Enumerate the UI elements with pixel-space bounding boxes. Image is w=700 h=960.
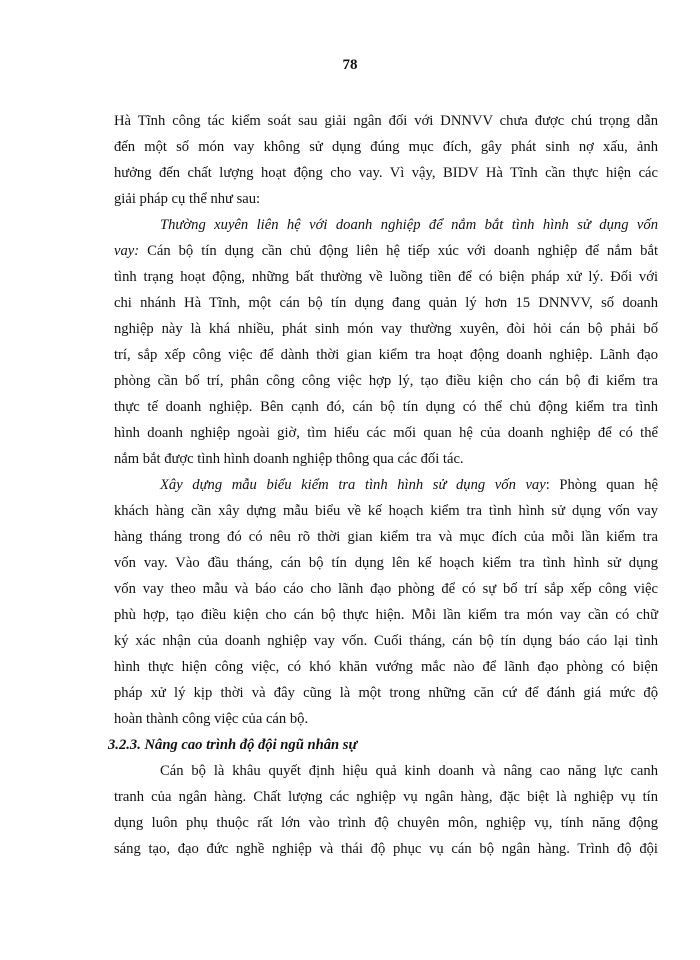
paragraph-1-line: đến một số món vay không sử dụng đúng mục đích, gây phát sinh nợ xấu, ảnh [114, 139, 658, 155]
paragraph-3-line: vốn vay. Vào đầu tháng, cán bộ tín dụng lên kế hoạch kiểm tra tình hình sử dụng [114, 555, 658, 571]
paragraph-3-line: hoàn thành công việc của cán bộ. [114, 711, 309, 727]
paragraph-2-line: hình doanh nghiệp ngoài giờ, tìm hiểu các mối quan hệ của doanh nghiệp để có thể [114, 425, 658, 441]
paragraph-3-line: ký xác nhận của doanh nghiệp vay vốn. Cuối tháng, cán bộ tín dụng báo cáo lại tình [114, 633, 658, 649]
section-heading: 3.2.3. Nâng cao trình độ đội ngũ nhân sự [108, 737, 358, 753]
paragraph-2-line [114, 242, 658, 260]
paragraph-2-italic-lead-end: vay: [114, 243, 140, 259]
paragraph-2-line: chi nhánh Hà Tĩnh, một cán bộ tín dụng đang quản lý hơn 15 DNNVV, số doanh [114, 295, 658, 311]
paragraph-4-line: sáng tạo, đạo đức nghề nghiệp và thái độ phục vụ cán bộ ngân hàng. Trình độ đội [114, 841, 658, 857]
paragraph-2-line: tình trạng hoạt động, những bất thường về luồng tiền để có biện pháp xử lý. Đối với [114, 269, 658, 285]
paragraph-1-line: hưởng đến chất lượng hoạt động cho vay. Vì vậy, BIDV Hà Tĩnh cần thực hiện các [114, 165, 658, 181]
paragraph-2-line: nghiệp này là khá nhiều, phát sinh món vay thường xuyên, đòi hỏi cán bộ phải bố [114, 321, 658, 337]
paragraph-3-line: vốn vay theo mẫu và báo cáo cho lãnh đạo phòng để có sự bố trí sắp xếp công việc [114, 581, 658, 597]
paragraph-3-text: : Phòng quan hệ [545, 477, 659, 493]
paragraph-3-line: phù hợp, tạo điều kiện cho cán bộ thực hiện. Mỗi lần kiểm tra món vay cần có chữ [114, 607, 658, 623]
paragraph-1-line: giải pháp cụ thể như sau: [114, 191, 261, 207]
paragraph-3-line: hàng tháng trong đó có nêu rõ thời gian kiểm tra và mục đích của mỗi lần kiểm tra [114, 529, 658, 545]
paragraph-2-line: phòng cần bố trí, phân công công việc hợp lý, tạo điều kiện cho cán bộ đi kiểm tra [114, 373, 658, 389]
paragraph-2-line: nắm bắt được tình hình doanh nghiệp thông qua các đối tác. [114, 451, 464, 467]
paragraph-2-text: Cán bộ tín dụng cần chủ động liên hệ tiếp xúc với doanh nghiệp để nắm bắt [139, 243, 658, 259]
paragraph-3-line: hình thực hiện công việc, có khó khăn vướng mắc nào để lãnh đạo phòng có biện [114, 659, 658, 675]
paragraph-3-italic-lead: Xây dựng mẫu biểu kiểm tra tình hình sử dụng vốn vay [160, 477, 546, 493]
paragraph-4-line: Cán bộ là khâu quyết định hiệu quả kinh doanh và nâng cao năng lực canh [160, 763, 658, 779]
paragraph-4-line: tranh của ngân hàng. Chất lượng các nghiệp vụ ngân hàng, đặc biệt là nghiệp vụ tín [114, 789, 658, 805]
paragraph-1-line: Hà Tĩnh công tác kiểm soát sau giải ngân đối với DNNVV chưa được chú trọng dẫn [114, 113, 658, 129]
paragraph-3-line: khách hàng cần xây dựng mẫu biểu về kế hoạch kiểm tra tình hình sử dụng vốn vay [114, 503, 658, 519]
paragraph-2-line: trí, sắp xếp công việc để dành thời gian kiểm tra hoạt động doanh nghiệp. Lãnh đạo [114, 347, 658, 363]
paragraph-4-line: dụng luôn phụ thuộc rất lớn vào trình độ chuyên môn, nghiệp vụ, tính năng động [114, 815, 658, 831]
page-number: 78 [342, 57, 358, 73]
paragraph-3-line: pháp xử lý kịp thời và đây cũng là một trong những căn cứ để đánh giá mức độ [114, 685, 658, 701]
paragraph-2-italic-lead: Thường xuyên liên hệ với doanh nghiệp để nắm bắt tình hình sử dụng vốn [160, 217, 658, 233]
paragraph-3-line [160, 476, 658, 494]
paragraph-2-line: thực tế doanh nghiệp. Bên cạnh đó, cán bộ tín dụng có thể chủ động kiểm tra tình [114, 399, 658, 415]
